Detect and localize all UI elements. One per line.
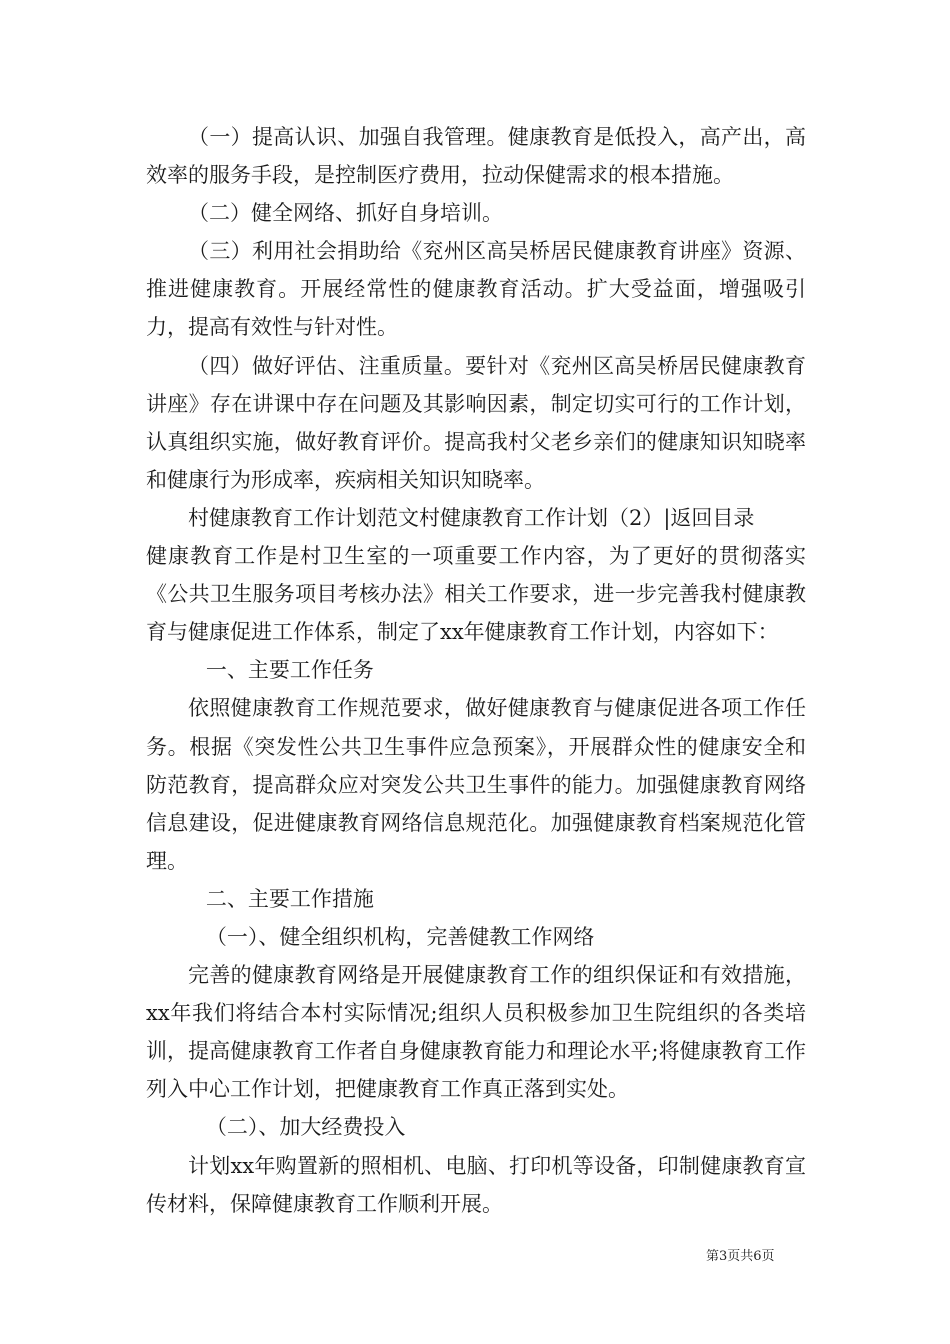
paragraph-1: （一）提高认识、加强自我管理。健康教育是低投入，高产出，高效率的服务手段，是控制医疗费用，拉动保健需求的根本措施。: [146, 125, 806, 188]
paragraph-intro: 健康教育工作是村卫生室的一项重要工作内容，为了更好的贯彻落实《公共卫生服务项目考核办法》相关工作要求，进一步完善我村健康教育与健康促进工作体系，制定了xx年健康教育工作计划，内容如下：: [146, 544, 806, 645]
subheading-organization: （一）、健全组织机构，完善健教工作网络: [205, 924, 595, 949]
paragraph-4: （四）做好评估、注重质量。要针对《兖州区高吴桥居民健康教育讲座》存在讲课中存在问题及其影响因素，制定切实可行的工作计划，认真组织实施，做好教育评价。提高我村父老乡亲们的健康知识知晓率和健康行为形成率，疾病相关知识知晓率。: [146, 353, 806, 492]
paragraph-tasks: 依照健康教育工作规范要求，做好健康教育与健康促进各项工作任务。根据《突发性公共卫生事件应急预案》，开展群众性的健康安全和防范教育，提高群众应对突发公共卫生事件的能力。加强健康教育网络信息建设，促进健康教育网络信息规范化。加强健康教育档案规范化管理。: [146, 696, 806, 873]
paragraph-3: （三）利用社会捐助给《兖州区高吴桥居民健康教育讲座》资源、推进健康教育。开展经常性的健康教育活动。扩大受益面，增强吸引力，提高有效性与针对性。: [146, 239, 806, 340]
paragraph-funding: 计划xx年购置新的照相机、电脑、打印机等设备，印制健康教育宣传材料，保障健康教育工作顺利开展。: [146, 1153, 806, 1216]
heading-main-tasks: 一、主要工作任务: [205, 658, 374, 683]
page-number: 第3页共6页: [706, 1249, 775, 1264]
heading-main-measures: 二、主要工作措施: [205, 886, 374, 911]
document-body: [146, 118, 806, 1223]
section-title-2: 村健康教育工作计划范文村健康教育工作计划（2）|返回目录: [188, 505, 755, 530]
paragraph-2: （二）健全网络、抓好自身培训。: [188, 201, 503, 226]
subheading-funding: （二）、加大经费投入: [205, 1115, 406, 1140]
paragraph-organization: 完善的健康教育网络是开展健康教育工作的组织保证和有效措施，xx年我们将结合本村实际情况;组织人员积极参加卫生院组织的各类培训，提高健康教育工作者自身健康教育能力和理论水平;将健康教育工作列入中心工作计划，把健康教育工作真正落到实处。: [146, 963, 806, 1102]
